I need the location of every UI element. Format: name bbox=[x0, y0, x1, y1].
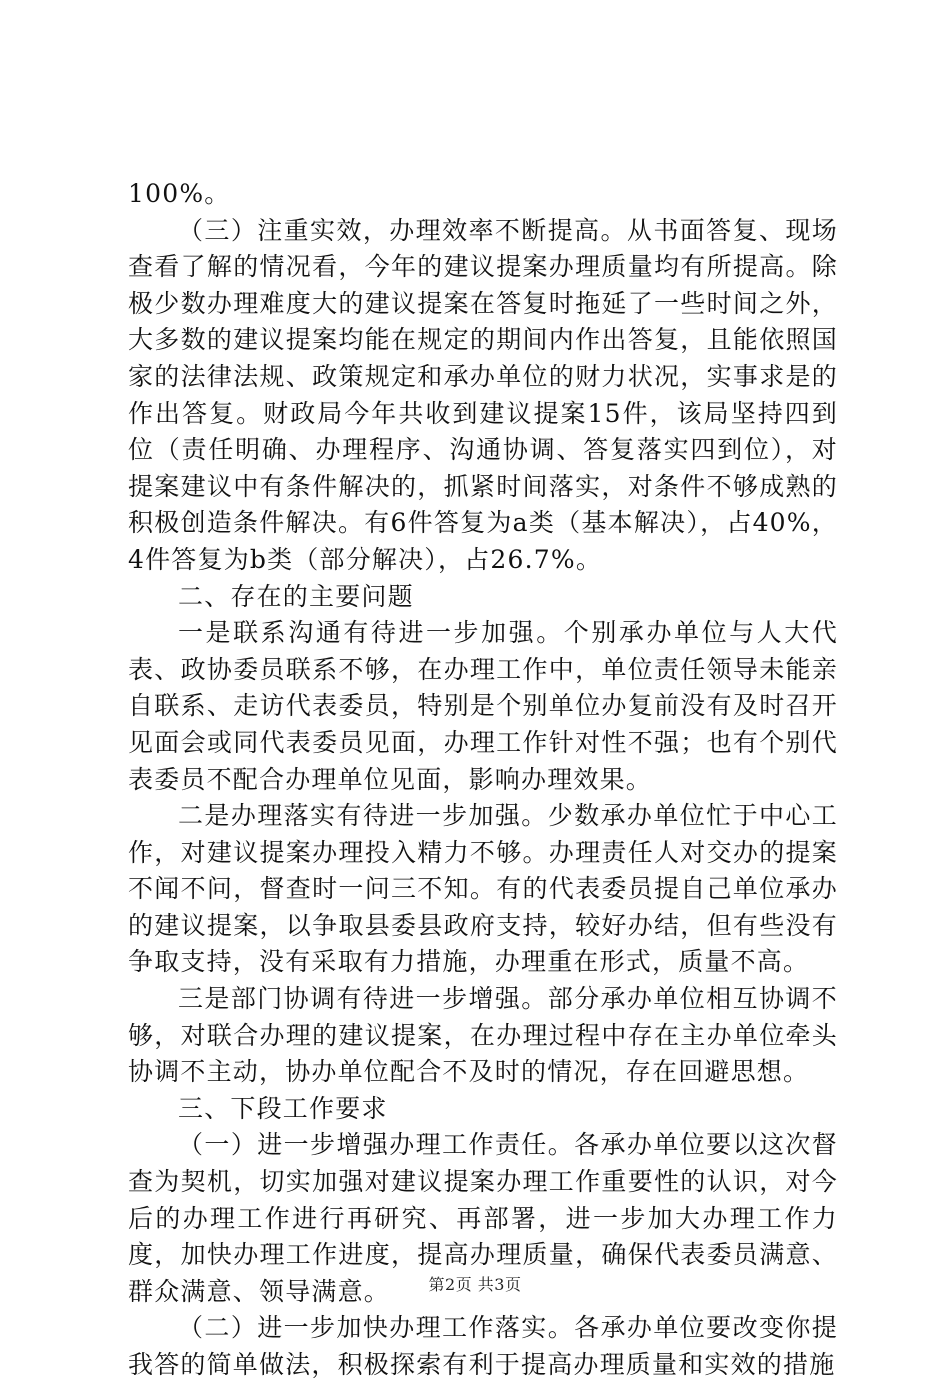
paragraph-efficiency: （三）注重实效，办理效率不断提高。从书面答复、现场查看了解的情况看，今年的建议提案办理质量均有所提高。除极少数办理难度大的建议提案在答复时拖延了一些时间之外，大多数的建议提案均能在规定的期间内作出答复，且能依照国家的法律法规、政策规定和承办单位的财力状况，实事求是的作出答复。财政局今年共收到建议提案15件，该局坚持四到位（责任明确、办理程序、沟通协调、答复落实四到位），对提案建议中有条件解决的，抓紧时间落实，对条件不够成熟的积极创造条件解决。有6件答复为a类（基本解决），占40%，4件答复为b类（部分解决），占26.7%。 bbox=[128, 215, 838, 574]
section-heading-requirements: 三、下段工作要求 bbox=[178, 1093, 388, 1123]
paragraph-coordination: 三是部门协调有待进一步增强。部分承办单位相互协调不够，对联合办理的建议提案，在办理过程中存在主办单位牵头协调不主动，协办单位配合不及时的情况，存在回避思想。 bbox=[128, 984, 838, 1087]
paragraph-acceleration: （二）进一步加快办理工作落实。各承办单位要改变你提我答的简单做法，积极探索有利于提高办理质量和实效的措施 bbox=[128, 1313, 838, 1379]
document-body bbox=[128, 176, 838, 1384]
section-heading-problems: 二、存在的主要问题 bbox=[178, 581, 414, 611]
paragraph-continuation: 100%。 bbox=[128, 179, 231, 208]
paragraph-responsibility: （一）进一步增强办理工作责任。各承办单位要以这次督查为契机，切实加强对建议提案办理工作重要性的认识，对今后的办理工作进行再研究、再部署，进一步加大办理工作力度，加快办理工作进度，提高办理质量，确保代表委员满意、群众满意、领导满意。 bbox=[128, 1130, 838, 1306]
page-footer: 第2页 共3页 bbox=[428, 1275, 522, 1294]
paragraph-implementation: 二是办理落实有待进一步加强。少数承办单位忙于中心工作，对建议提案办理投入精力不够。办理责任人对交办的提案不闻不问，督查时一问三不知。有的代表委员提自己单位承办的建议提案，以争取县委县政府支持，较好办结，但有些没有争取支持，没有采取有力措施，办理重在形式，质量不高。 bbox=[128, 801, 838, 977]
paragraph-communication: 一是联系沟通有待进一步加强。个别承办单位与人大代表、政协委员联系不够，在办理工作中，单位责任领导未能亲自联系、走访代表委员，特别是个别单位办复前没有及时召开见面会或同代表委员见面，办理工作针对性不强；也有个别代表委员不配合办理单位见面，影响办理效果。 bbox=[128, 618, 838, 794]
